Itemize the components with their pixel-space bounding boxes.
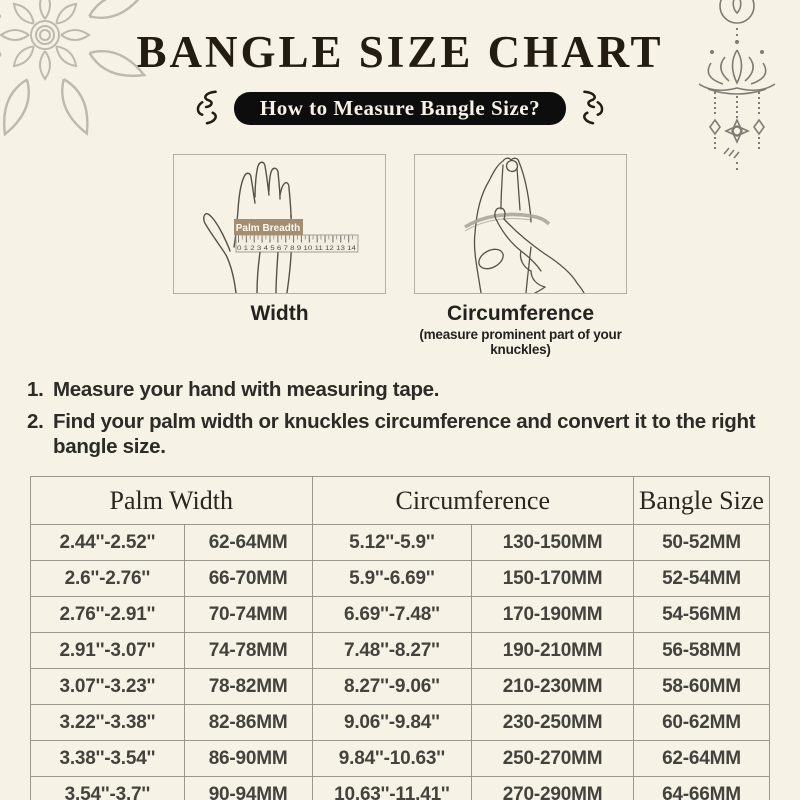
table-row [31,669,770,705]
table-cell: 70-74MM [184,597,312,633]
table-cell: 60-62MM [633,705,769,741]
table-cell: 56-58MM [633,633,769,669]
subtitle-row [0,87,800,129]
circumference-header: Circumference [312,477,633,525]
table-row [31,561,770,597]
hand-ruler-illustration-icon [174,155,385,293]
width-illustration-box [173,154,386,294]
instruction-item [27,377,757,402]
table-cell: 270-290MM [472,777,634,800]
width-caption: Width [250,302,309,325]
table-cell: 52-54MM [633,561,769,597]
table-cell: 10.63''-11.41'' [312,777,472,800]
hands-tape-illustration-icon [415,155,626,293]
size-table-body [31,525,770,800]
table-cell: 58-60MM [633,669,769,705]
table-row [31,597,770,633]
table-cell: 9.06''-9.84'' [312,705,472,741]
table-cell: 62-64MM [633,741,769,777]
table-cell: 50-52MM [633,525,769,561]
instruction-text: Find your palm width or knuckles circumference and convert it to the right bangle size. [53,410,756,458]
table-cell: 2.6''-2.76'' [31,561,185,597]
table-cell: 66-70MM [184,561,312,597]
flourish-right-icon [578,87,608,129]
table-cell: 3.54''-3.7'' [31,777,185,800]
table-row [31,777,770,800]
table-cell: 2.91''-3.07'' [31,633,185,669]
table-row [31,525,770,561]
table-cell: 54-56MM [633,597,769,633]
table-cell: 90-94MM [184,777,312,800]
table-cell: 250-270MM [472,741,634,777]
table-cell: 62-64MM [184,525,312,561]
table-cell: 230-250MM [472,705,634,741]
table-cell: 210-230MM [472,669,634,705]
circumference-note: (measure prominent part of your knuckles) [419,327,622,357]
instructions [27,377,757,459]
table-cell: 7.48''-8.27'' [312,633,472,669]
illustration-row [0,154,800,294]
bangle-size-header: Bangle Size [633,477,769,525]
table-cell: 130-150MM [472,525,634,561]
table-cell: 2.76''-2.91'' [31,597,185,633]
page-title: BANGLE SIZE CHART [136,27,664,77]
table-cell: 82-86MM [184,705,312,741]
circumference-illustration-box [414,154,627,294]
table-row [31,741,770,777]
table-cell: 64-66MM [633,777,769,800]
table-cell: 8.27''-9.06'' [312,669,472,705]
table-cell: 9.84''-10.63'' [312,741,472,777]
table-cell: 3.38''-3.54'' [31,741,185,777]
instruction-item [27,409,757,459]
table-cell: 170-190MM [472,597,634,633]
instruction-number: 2. [27,410,44,433]
palm-width-header: Palm Width [31,477,313,525]
size-table [30,476,770,800]
table-cell: 190-210MM [472,633,634,669]
table-row [31,705,770,741]
ruler-numbers: 0 1 2 3 4 5 6 7 8 9 10 11 12 13 14 [237,246,357,252]
instruction-text: Measure your hand with measuring tape. [53,378,440,401]
caption-row [0,302,800,357]
table-cell: 3.22''-3.38'' [31,705,185,741]
table-cell: 5.12''-5.9'' [312,525,472,561]
table-cell: 150-170MM [472,561,634,597]
table-cell: 3.07''-3.23'' [31,669,185,705]
table-cell: 74-78MM [184,633,312,669]
table-cell: 2.44''-2.52'' [31,525,185,561]
table-cell: 6.69''-7.48'' [312,597,472,633]
table-row [31,633,770,669]
table-cell: 86-90MM [184,741,312,777]
instruction-number: 1. [27,378,44,401]
table-cell: 78-82MM [184,669,312,705]
how-to-measure-pill: How to Measure Bangle Size? [234,92,566,125]
flourish-left-icon [192,87,222,129]
ruler-label: Palm Breadth [235,223,301,234]
table-cell: 5.9''-6.69'' [312,561,472,597]
circumference-caption: Circumference [446,302,595,325]
table-header-row [31,477,770,525]
